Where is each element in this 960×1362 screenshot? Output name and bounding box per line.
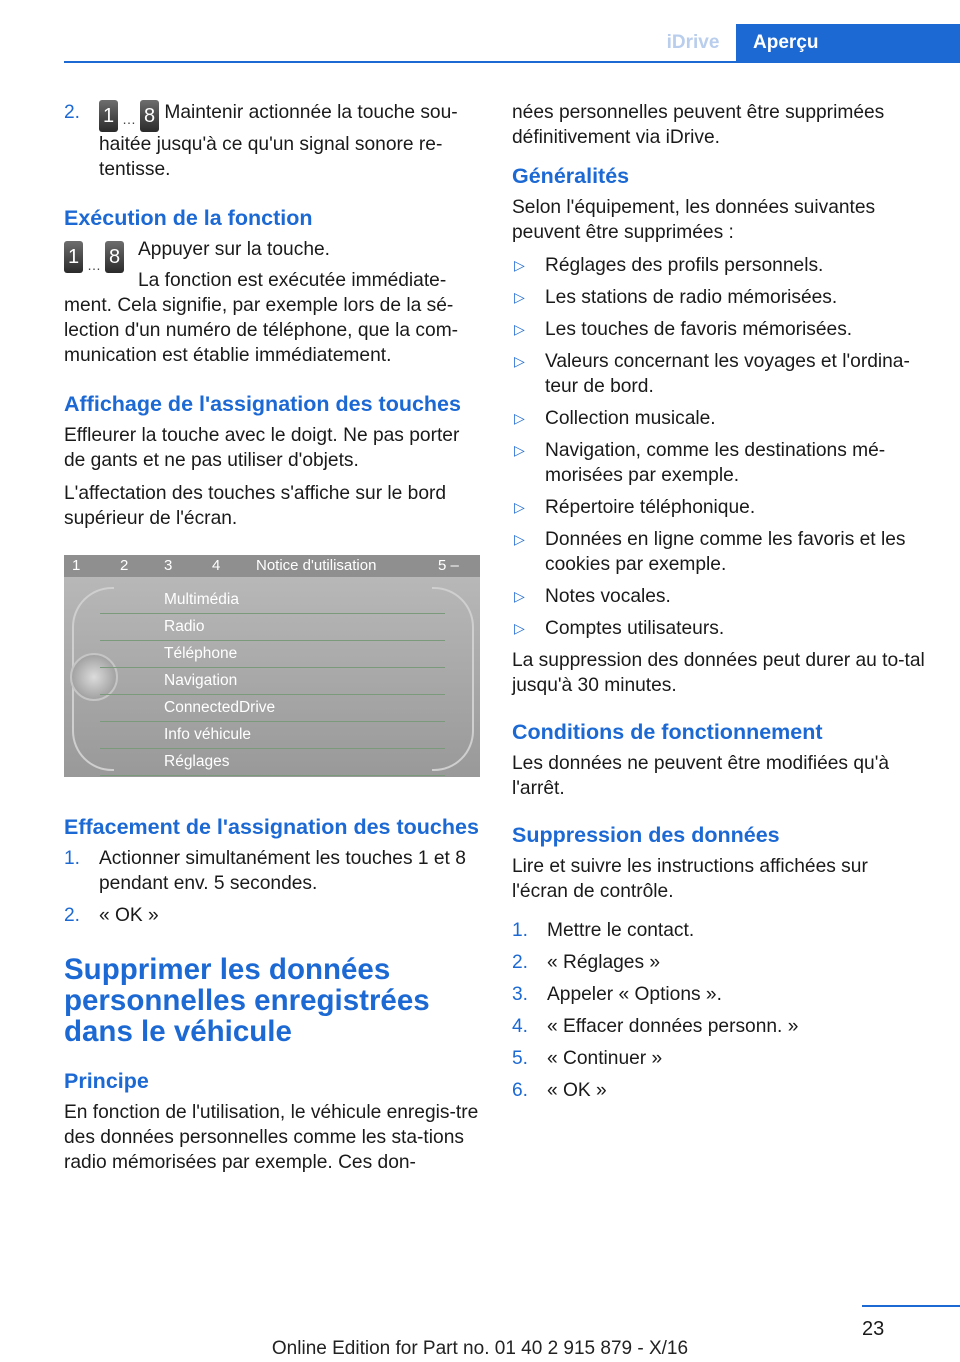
principe-paragraph: En fonction de l'utilisation, le véhicule enregis-tre des données personnelles comme les sta-tions radio mémorisées par exemple. Ces don-	[64, 1102, 479, 1173]
generalites-intro: Selon l'équipement, les données suivantes peuvent être supprimées :	[512, 197, 876, 243]
screen-menu-item: Réglages	[100, 749, 445, 776]
list-item: ▷ Collection musicale.	[514, 408, 716, 429]
screen-menu-item: Navigation	[100, 668, 445, 695]
keys-1-8-icon: 1 … 8	[99, 100, 159, 132]
execution-line-1: Appuyer sur la touche.	[138, 239, 330, 260]
screen-favorites-bar: 1 2 3 4 Notice d'utilisation 5 –	[64, 555, 480, 577]
page-number: 23	[862, 1318, 885, 1340]
list-item: 1. Mettre le contact.	[512, 920, 695, 941]
suppression-intro: Lire et suivre les instructions affichées sur l'écran de contrôle.	[512, 856, 868, 902]
suppression-steps	[512, 918, 928, 1103]
bullet-triangle-icon: ▷	[514, 588, 525, 604]
screen-menu-item: Radio	[100, 614, 445, 641]
step-2-hold-key	[64, 100, 480, 182]
bullet-triangle-icon: ▷	[514, 257, 525, 273]
header-rule	[64, 61, 960, 63]
section-title-conditions: Conditions de fonctionnement	[512, 720, 823, 744]
principe-continued: nées personnelles peuvent être supprimées définitivement via iDrive.	[512, 102, 885, 148]
execution-line-2: La fonction est exécutée immédiate-ment. Cela signifie, par exemple lors de la sé-lection d'un numéro de téléphone, que la com-munication est établie immédiatement.	[64, 270, 459, 366]
list-item: ▷ Réglages des profils personnels.	[514, 255, 824, 276]
edition-footer: Online Edition for Part no. 01 40 2 915 879 - X/16	[271, 1338, 689, 1359]
bullet-triangle-icon: ▷	[514, 321, 525, 337]
section-title-generalites: Généralités	[512, 164, 630, 188]
list-item: 2. « OK »	[64, 905, 159, 926]
section-title-affichage: Affichage de l'assignation des touches	[64, 392, 461, 416]
footer-rule	[862, 1305, 960, 1307]
generalites-list	[512, 253, 928, 641]
step-text: Maintenir actionnée la touche sou-haitée jusqu'à ce qu'un signal sonore re-tentisse.	[99, 102, 458, 180]
list-item: ▷ Notes vocales.	[514, 586, 671, 607]
list-item: 6. « OK »	[512, 1080, 607, 1101]
section-title-suppression: Suppression des données	[512, 823, 780, 847]
screen-menu-item: Info véhicule	[100, 722, 445, 749]
list-item: ▷ Les stations de radio mémorisées.	[514, 287, 838, 308]
execution-block	[64, 237, 480, 368]
list-item: 5. « Continuer »	[512, 1048, 663, 1069]
duration-paragraph: La suppression des données peut durer au to-tal jusqu'à 30 minutes.	[512, 650, 925, 696]
section-title-principe: Principe	[64, 1069, 149, 1093]
screen-menu	[100, 587, 445, 776]
list-item: 3. Appeler « Options ».	[512, 984, 722, 1005]
conditions-paragraph: Les données ne peuvent être modifiées qu'à l'arrêt.	[512, 753, 890, 799]
list-item: 4. « Effacer données personn. »	[512, 1016, 799, 1037]
chapter-title: Supprimer les données personnelles enregistrées dans le véhicule	[64, 953, 430, 1048]
tab-apercu[interactable]: Aperçu	[736, 24, 960, 61]
list-item: ▷ Les touches de favoris mémorisées.	[514, 319, 853, 340]
step-number: 2.	[64, 102, 81, 123]
affichage-paragraph-2: L'affectation des touches s'affiche sur le bord supérieur de l'écran.	[64, 483, 447, 529]
affichage-paragraph-1: Effleurer la touche avec le doigt. Ne pas porter de gants et ne pas utiliser d'objets.	[64, 425, 460, 471]
effacement-steps	[64, 846, 480, 928]
list-item: ▷ Répertoire téléphonique.	[514, 497, 756, 518]
list-item: ▷ Navigation, comme les destinations mé-morisées par exemple.	[514, 440, 886, 486]
bullet-triangle-icon: ▷	[514, 410, 525, 426]
list-item: ▷ Comptes utilisateurs.	[514, 618, 725, 639]
section-title-execution: Exécution de la fonction	[64, 206, 313, 230]
screen-menu-item: ConnectedDrive	[100, 695, 445, 722]
left-column	[64, 100, 480, 1175]
bullet-triangle-icon: ▷	[514, 499, 525, 515]
bullet-triangle-icon: ▷	[514, 289, 525, 305]
list-item: 2. « Réglages »	[512, 952, 661, 973]
bullet-triangle-icon: ▷	[514, 531, 525, 547]
bullet-triangle-icon: ▷	[514, 442, 525, 458]
screen-menu-item: Multimédia	[100, 587, 445, 614]
list-item: ▷ Données en ligne comme les favoris et les cookies par exemple.	[514, 529, 906, 575]
section-title-effacement: Effacement de l'assignation des touches	[64, 815, 479, 839]
bullet-triangle-icon: ▷	[514, 353, 525, 369]
list-item: 1. Actionner simultanément les touches 1 et 8 pendant env. 5 secondes.	[64, 848, 466, 894]
idrive-screen-image	[64, 555, 480, 777]
keys-1-8-icon: 1 … 8	[64, 241, 124, 273]
tab-idrive[interactable]: iDrive	[666, 32, 720, 53]
screen-menu-item: Téléphone	[100, 641, 445, 668]
right-column	[512, 100, 928, 1110]
bullet-triangle-icon: ▷	[514, 620, 525, 636]
list-item: ▷ Valeurs concernant les voyages et l'ordina-teur de bord.	[514, 351, 910, 397]
